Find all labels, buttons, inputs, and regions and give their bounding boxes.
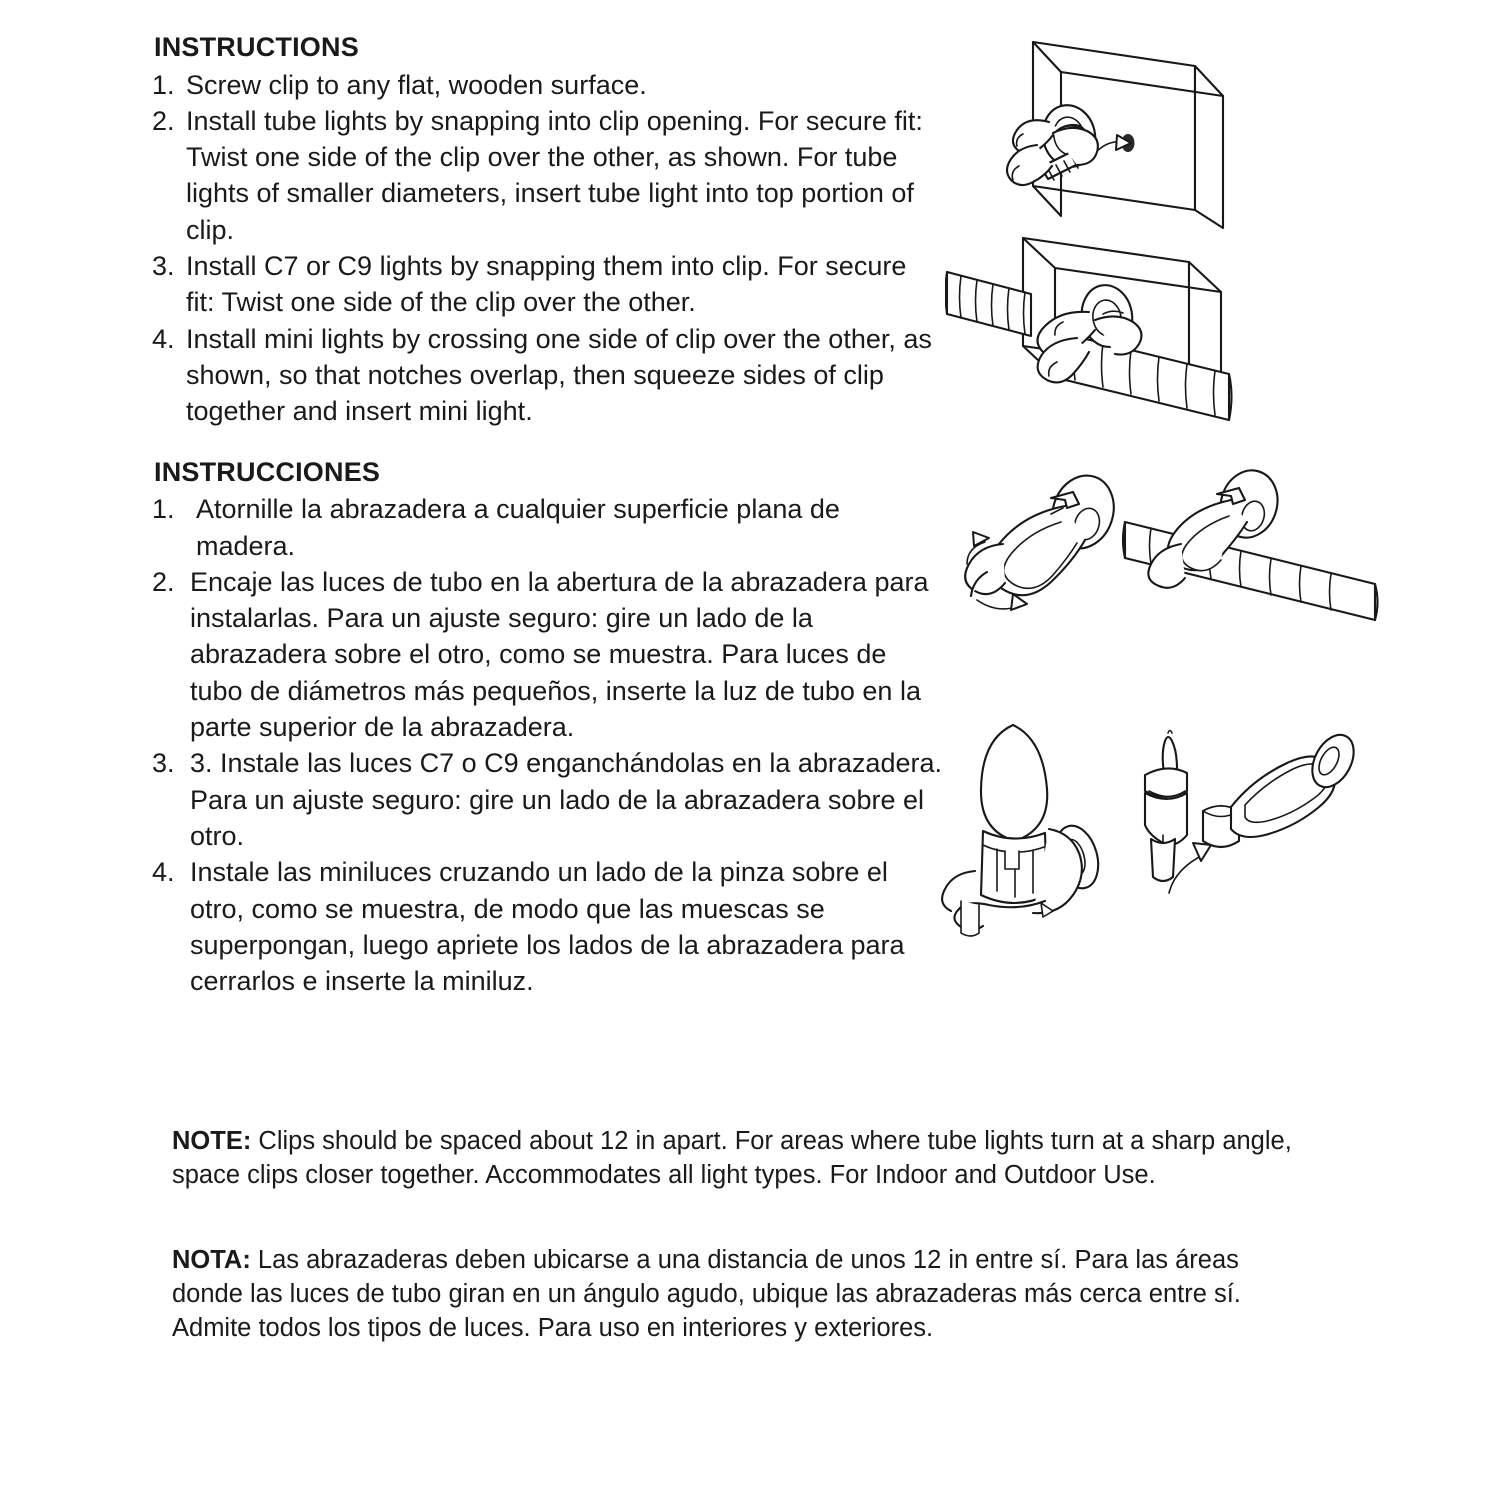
- clip-twist-and-tube-icon: [915, 460, 1385, 645]
- c7-bulb-in-clip-sub-icon: [942, 725, 1105, 936]
- english-steps-list: [152, 67, 942, 430]
- note-label: NOTE:: [172, 1127, 252, 1155]
- clip-on-tube-sub-icon: [1123, 464, 1378, 620]
- spanish-steps-list: [152, 491, 942, 999]
- step-text: 3. Instale las luces C7 o C9 enganchándolas en la abrazadera. Para un ajuste seguro: gire un lado de la abrazadera sobre el otro.: [190, 748, 942, 852]
- step-marker: 2.: [152, 566, 175, 597]
- step-text: Instale las miniluces cruzando un lado de la pinza sobre el otro, como se muestra, de modo que las muescas se superpongan, luego apriete los lados de la abrazadera para cerrarlos e inserte la miniluz.: [190, 857, 905, 997]
- note-english: [172, 1124, 1302, 1193]
- list-item: [152, 67, 942, 103]
- english-heading: INSTRUCTIONS: [154, 32, 359, 62]
- step-text: Screw clip to any flat, wooden surface.: [186, 69, 647, 100]
- figure-tube-light-in-clip-on-board: [945, 220, 1255, 460]
- step-marker: 4.: [152, 857, 175, 888]
- tube-light-in-clip-icon: [945, 220, 1255, 460]
- list-item: [152, 854, 942, 999]
- figure-clip-twist-and-tube-light: [915, 460, 1385, 645]
- clip-screwed-to-board-icon: [945, 30, 1245, 230]
- mini-light-insert-sub-icon: [1145, 728, 1362, 893]
- step-text: Install tube lights by snapping into clip opening. For secure fit: Twist one side of the clip over the other, as shown. For tube lights of smaller diameters, insert tube light into top portion of clip.: [186, 105, 923, 245]
- list-item: [152, 564, 942, 746]
- figure-c7-bulb-and-mini-light-insert: [915, 705, 1385, 955]
- step-marker: 1.: [152, 494, 175, 525]
- step-text: Atornille la abrazadera a cualquier superficie plana de madera.: [196, 494, 840, 561]
- step-marker: 4.: [152, 323, 175, 354]
- spanish-heading: INSTRUCCIONES: [154, 456, 381, 487]
- figure-clip-screwed-to-board: [945, 30, 1245, 230]
- step-marker: 3.: [152, 748, 175, 779]
- step-text: Install mini lights by crossing one side of clip over the other, as shown, so that notches overlap, then squeeze sides of clip together and insert mini light.: [186, 323, 932, 427]
- list-item: [152, 745, 942, 854]
- step-text: Install C7 or C9 lights by snapping them into clip. For secure fit: Twist one side of the clip over the other.: [186, 251, 907, 318]
- step-marker: 3.: [152, 251, 175, 282]
- clip-twist-sub-icon: [965, 468, 1123, 610]
- list-item: [152, 491, 942, 564]
- step-marker: 2.: [152, 105, 175, 136]
- list-item: [152, 103, 942, 248]
- note-spanish: [172, 1243, 1302, 1346]
- note-text: Clips should be spaced about 12 in apart. For areas where tube lights turn at a sharp angle, space clips closer together. Accommodates all light types. For Indoor and Outdoor Use.: [172, 1127, 1292, 1190]
- notes-section: [172, 1124, 1302, 1345]
- instructions-text-column: [152, 30, 942, 1000]
- step-text: Encaje las luces de tubo en la abertura de la abrazadera para instalarlas. Para un ajuste seguro: gire un lado de la abrazadera sobre el otro, como se muestra. Para luces de tubo de diámetros más pequeños, inserte la luz de tubo en la parte superior de la abrazadera.: [190, 566, 929, 743]
- section-spacer: [152, 430, 942, 455]
- list-item: [152, 248, 942, 321]
- note-label: NOTA:: [172, 1245, 251, 1274]
- note-text: Las abrazaderas deben ubicarse a una distancia de unos 12 in entre sí. Para las áreas donde las luces de tubo giran en un ángulo agudo, ubique las abrazaderas más cerca entre sí. Admite todos los tipos de luces. Para uso en interiores y exteriores.: [172, 1245, 1241, 1343]
- step-marker: 1.: [152, 69, 175, 100]
- bulb-and-mini-light-icon: [915, 705, 1385, 955]
- list-item: [152, 321, 942, 430]
